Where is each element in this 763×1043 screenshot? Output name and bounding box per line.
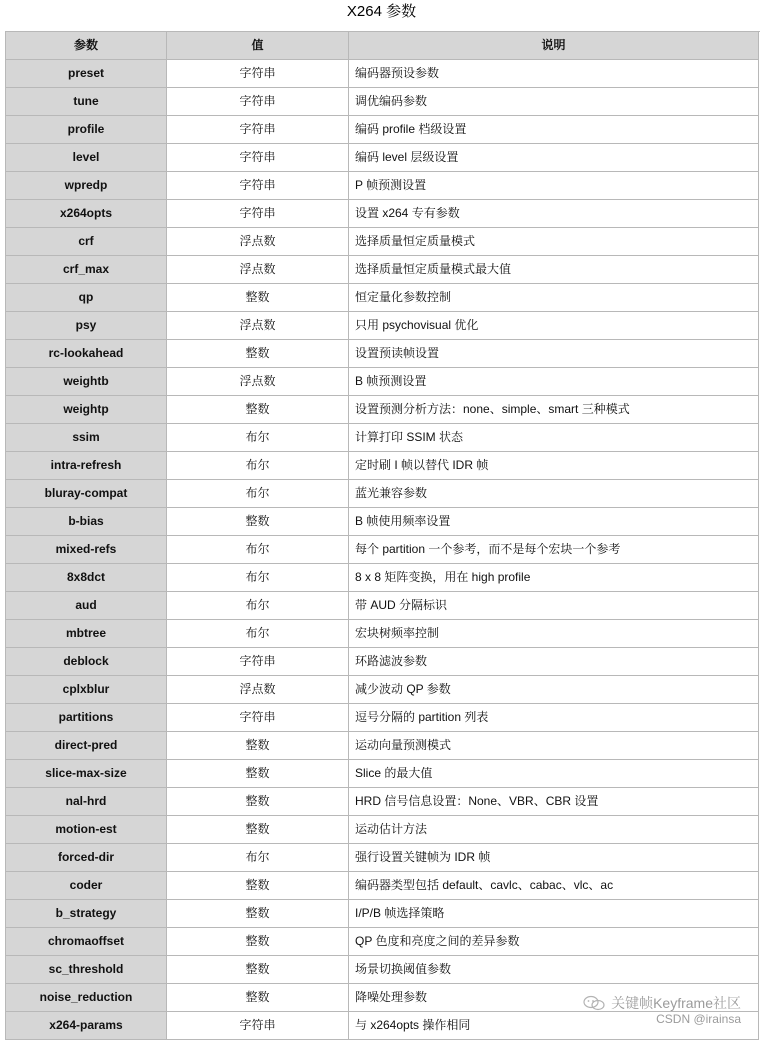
param-name-cell: qp xyxy=(6,284,167,312)
table-row xyxy=(6,424,760,452)
param-name-cell: intra-refresh xyxy=(6,452,167,480)
param-name-cell: crf xyxy=(6,228,167,256)
table-row xyxy=(6,508,760,536)
table-row xyxy=(6,592,760,620)
table-row xyxy=(6,648,760,676)
param-name-cell: deblock xyxy=(6,648,167,676)
table-row xyxy=(6,116,760,144)
value-type-cell: 字符串 xyxy=(167,60,349,88)
description-cell: 与 x264opts 操作相同 xyxy=(349,1012,759,1040)
description-cell: 环路滤波参数 xyxy=(349,648,759,676)
value-type-cell: 布尔 xyxy=(167,592,349,620)
param-name-cell: sc_threshold xyxy=(6,956,167,984)
value-type-cell: 布尔 xyxy=(167,620,349,648)
param-name-cell: partitions xyxy=(6,704,167,732)
table-body xyxy=(6,60,760,1040)
description-cell: 只用 psychovisual 优化 xyxy=(349,312,759,340)
param-name-cell: ssim xyxy=(6,424,167,452)
table-row xyxy=(6,60,760,88)
table-row xyxy=(6,928,760,956)
value-type-cell: 布尔 xyxy=(167,480,349,508)
param-name-cell: rc-lookahead xyxy=(6,340,167,368)
param-name-cell: 8x8dct xyxy=(6,564,167,592)
table-row xyxy=(6,676,760,704)
header-description: 说明 xyxy=(349,32,759,60)
param-name-cell: psy xyxy=(6,312,167,340)
value-type-cell: 布尔 xyxy=(167,844,349,872)
value-type-cell: 字符串 xyxy=(167,116,349,144)
value-type-cell: 浮点数 xyxy=(167,676,349,704)
description-cell: 编码器预设参数 xyxy=(349,60,759,88)
table-header-row xyxy=(6,32,760,60)
value-type-cell: 浮点数 xyxy=(167,368,349,396)
description-cell: 场景切换阈值参数 xyxy=(349,956,759,984)
param-name-cell: profile xyxy=(6,116,167,144)
description-cell: 设置预测分析方法：none、simple、smart 三种模式 xyxy=(349,396,759,424)
value-type-cell: 浮点数 xyxy=(167,228,349,256)
param-name-cell: direct-pred xyxy=(6,732,167,760)
param-name-cell: cplxblur xyxy=(6,676,167,704)
description-cell: 蓝光兼容参数 xyxy=(349,480,759,508)
param-name-cell: weightp xyxy=(6,396,167,424)
table-row xyxy=(6,256,760,284)
value-type-cell: 整数 xyxy=(167,816,349,844)
param-name-cell: bluray-compat xyxy=(6,480,167,508)
param-name-cell: motion-est xyxy=(6,816,167,844)
table-row xyxy=(6,564,760,592)
table-row xyxy=(6,760,760,788)
value-type-cell: 字符串 xyxy=(167,172,349,200)
table-row xyxy=(6,984,760,1012)
param-name-cell: b-bias xyxy=(6,508,167,536)
value-type-cell: 整数 xyxy=(167,340,349,368)
table-title: X264 参数 xyxy=(346,3,417,20)
description-cell: 调优编码参数 xyxy=(349,88,759,116)
description-cell: B 帧预测设置 xyxy=(349,368,759,396)
table-row xyxy=(6,872,760,900)
table-row xyxy=(6,844,760,872)
value-type-cell: 字符串 xyxy=(167,704,349,732)
param-name-cell: coder xyxy=(6,872,167,900)
description-cell: 8 x 8 矩阵变换，用在 high profile xyxy=(349,564,759,592)
description-cell: 选择质量恒定质量模式最大值 xyxy=(349,256,759,284)
description-cell: 宏块树频率控制 xyxy=(349,620,759,648)
param-name-cell: preset xyxy=(6,60,167,88)
description-cell: 编码 profile 档级设置 xyxy=(349,116,759,144)
description-cell: 计算打印 SSIM 状态 xyxy=(349,424,759,452)
value-type-cell: 字符串 xyxy=(167,144,349,172)
value-type-cell: 布尔 xyxy=(167,452,349,480)
table-row xyxy=(6,88,760,116)
description-cell: 运动估计方法 xyxy=(349,816,759,844)
description-cell: 定时刷 I 帧以替代 IDR 帧 xyxy=(349,452,759,480)
param-name-cell: x264opts xyxy=(6,200,167,228)
table-row xyxy=(6,480,760,508)
description-cell: 带 AUD 分隔标识 xyxy=(349,592,759,620)
value-type-cell: 整数 xyxy=(167,396,349,424)
param-name-cell: slice-max-size xyxy=(6,760,167,788)
table-row xyxy=(6,368,760,396)
description-cell: 设置预读帧设置 xyxy=(349,340,759,368)
value-type-cell: 字符串 xyxy=(167,648,349,676)
param-name-cell: wpredp xyxy=(6,172,167,200)
table-row xyxy=(6,788,760,816)
value-type-cell: 整数 xyxy=(167,508,349,536)
description-cell: B 帧使用频率设置 xyxy=(349,508,759,536)
value-type-cell: 整数 xyxy=(167,928,349,956)
table-row xyxy=(6,200,760,228)
table-row xyxy=(6,340,760,368)
description-cell: P 帧预测设置 xyxy=(349,172,759,200)
value-type-cell: 整数 xyxy=(167,760,349,788)
parameters-table xyxy=(5,31,760,1040)
table-row xyxy=(6,620,760,648)
table-row xyxy=(6,228,760,256)
description-cell: I/P/B 帧选择策略 xyxy=(349,900,759,928)
description-cell: 编码 level 层级设置 xyxy=(349,144,759,172)
table-row xyxy=(6,536,760,564)
value-type-cell: 整数 xyxy=(167,872,349,900)
description-cell: Slice 的最大值 xyxy=(349,760,759,788)
param-name-cell: noise_reduction xyxy=(6,984,167,1012)
param-name-cell: b_strategy xyxy=(6,900,167,928)
table-row xyxy=(6,816,760,844)
param-name-cell: crf_max xyxy=(6,256,167,284)
table-row xyxy=(6,900,760,928)
description-cell: 减少波动 QP 参数 xyxy=(349,676,759,704)
value-type-cell: 布尔 xyxy=(167,536,349,564)
value-type-cell: 整数 xyxy=(167,900,349,928)
table-row xyxy=(6,452,760,480)
value-type-cell: 布尔 xyxy=(167,424,349,452)
value-type-cell: 字符串 xyxy=(167,1012,349,1040)
table-row xyxy=(6,956,760,984)
param-name-cell: level xyxy=(6,144,167,172)
value-type-cell: 整数 xyxy=(167,732,349,760)
description-cell: 运动向量预测模式 xyxy=(349,732,759,760)
description-cell: 选择质量恒定质量模式 xyxy=(349,228,759,256)
param-name-cell: aud xyxy=(6,592,167,620)
watermark-brand-text: 关键帧Keyframe社区 xyxy=(611,995,741,1011)
description-cell: 恒定量化参数控制 xyxy=(349,284,759,312)
table-row xyxy=(6,704,760,732)
table-row xyxy=(6,172,760,200)
value-type-cell: 布尔 xyxy=(167,564,349,592)
table-row xyxy=(6,144,760,172)
description-cell: HRD 信号信息设置：None、VBR、CBR 设置 xyxy=(349,788,759,816)
value-type-cell: 字符串 xyxy=(167,200,349,228)
param-name-cell: forced-dir xyxy=(6,844,167,872)
header-value: 值 xyxy=(167,32,349,60)
param-name-cell: weightb xyxy=(6,368,167,396)
value-type-cell: 整数 xyxy=(167,984,349,1012)
value-type-cell: 浮点数 xyxy=(167,256,349,284)
table-row xyxy=(6,732,760,760)
value-type-cell: 字符串 xyxy=(167,88,349,116)
watermark-credit: CSDN @irainsa xyxy=(656,1012,741,1026)
param-name-cell: mixed-refs xyxy=(6,536,167,564)
value-type-cell: 整数 xyxy=(167,956,349,984)
description-cell: 设置 x264 专有参数 xyxy=(349,200,759,228)
header-param: 参数 xyxy=(6,32,167,60)
description-cell: 强行设置关键帧为 IDR 帧 xyxy=(349,844,759,872)
table-row xyxy=(6,284,760,312)
table-row xyxy=(6,312,760,340)
value-type-cell: 浮点数 xyxy=(167,312,349,340)
param-name-cell: mbtree xyxy=(6,620,167,648)
description-cell: 降噪处理参数 xyxy=(349,984,759,1012)
description-cell: 每个 partition 一个参考，而不是每个宏块一个参考 xyxy=(349,536,759,564)
param-name-cell: nal-hrd xyxy=(6,788,167,816)
value-type-cell: 整数 xyxy=(167,284,349,312)
value-type-cell: 整数 xyxy=(167,788,349,816)
param-name-cell: chromaoffset xyxy=(6,928,167,956)
description-cell: 编码器类型包括 default、cavlc、cabac、vlc、ac xyxy=(349,872,759,900)
table-row xyxy=(6,1012,760,1040)
description-cell: QP 色度和亮度之间的差异参数 xyxy=(349,928,759,956)
param-name-cell: tune xyxy=(6,88,167,116)
table-row xyxy=(6,396,760,424)
param-name-cell: x264-params xyxy=(6,1012,167,1040)
description-cell: 逗号分隔的 partition 列表 xyxy=(349,704,759,732)
